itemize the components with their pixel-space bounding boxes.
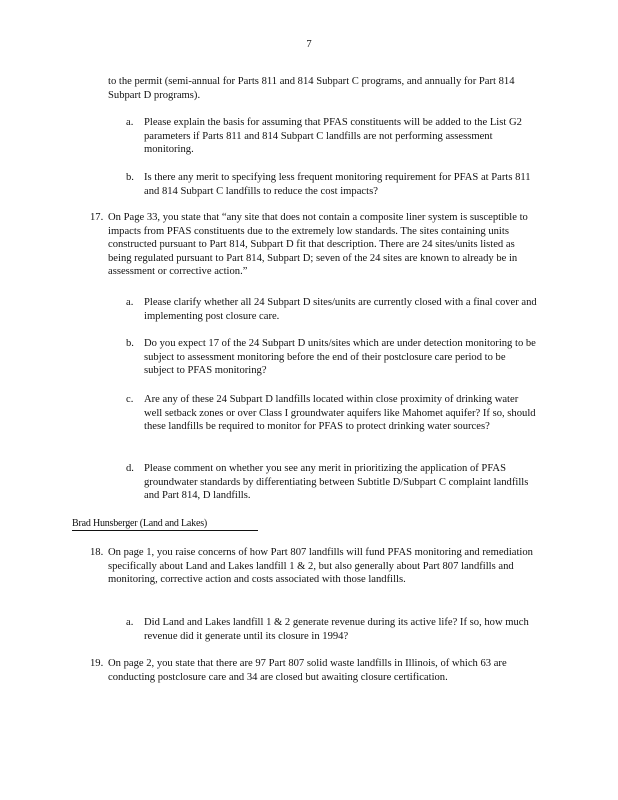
question-17 bbox=[90, 211, 538, 279]
list-item-text: Please clarify whether all 24 Subpart D sites/units are currently closed with a final cover and implementing post closure care. bbox=[144, 297, 537, 322]
question-text: On page 2, you state that there are 97 Part 807 solid waste landfills in Illinois, of which 63 are conducting postclosure care and 34 are closed but awaiting closure certification. bbox=[108, 658, 507, 683]
list-item-label: c. bbox=[126, 394, 134, 405]
list-item-18a bbox=[126, 616, 538, 643]
list-item-17b bbox=[126, 337, 538, 378]
page-number: 7 bbox=[306, 39, 312, 50]
list-item-label: a. bbox=[126, 117, 134, 128]
list-item-label: a. bbox=[126, 297, 134, 308]
intro-continuation: to the permit (semi-annual for Parts 811 and 814 Subpart C programs, and annually for Part 814 Subpart D programs). bbox=[108, 76, 515, 101]
question-text: On page 1, you raise concerns of how Part 807 landfills will fund PFAS monitoring and remediation specifically about Land and Lakes landfill 1 & 2, but also generally about Part 807 landfills and monitoring, corrective action and costs associated with those landfills. bbox=[108, 547, 533, 586]
list-item-16a bbox=[126, 116, 538, 157]
list-item-17c bbox=[126, 393, 538, 434]
question-18 bbox=[90, 546, 538, 587]
question-number: 17. bbox=[90, 212, 104, 223]
list-item-17a bbox=[126, 296, 538, 323]
list-item-text: Is there any merit to specifying less frequent monitoring requirement for PFAS at Parts 811 and 814 Subpart C landfills to reduce the cost impacts? bbox=[144, 172, 531, 197]
section-header: Brad Hunsberger (Land and Lakes) bbox=[72, 518, 258, 531]
list-item-label: b. bbox=[126, 338, 134, 349]
list-item-text: Please explain the basis for assuming that PFAS constituents will be added to the List G2 parameters if Parts 811 and 814 Subpart C landfills are not performing assessment monitoring. bbox=[144, 117, 522, 156]
list-item-label: d. bbox=[126, 463, 134, 474]
question-19 bbox=[90, 657, 538, 684]
list-item-17d bbox=[126, 462, 538, 503]
question-number: 18. bbox=[90, 547, 104, 558]
list-item-text: Do you expect 17 of the 24 Subpart D units/sites which are under detection monitoring to be subject to assessment monitoring before the end of their postclosure care period to be subject to PFAS monitoring? bbox=[144, 338, 536, 377]
list-item-text: Did Land and Lakes landfill 1 & 2 generate revenue during its active life? If so, how much revenue did it generate until its closure in 1994? bbox=[144, 617, 529, 642]
list-item-label: b. bbox=[126, 172, 134, 183]
question-text: On Page 33, you state that “any site that does not contain a composite liner system is susceptible to impacts from PFAS constituents due to the extremely low standards. The sites containing units constructed pursuant to Part 814, Subpart D fit that description. There are 24 sites/units listed as being regulated pursuant to Part 814, Subpart D; seven of the 24 sites are known to already be in assessment or corrective action.” bbox=[108, 212, 528, 278]
question-number: 19. bbox=[90, 658, 104, 669]
list-item-label: a. bbox=[126, 617, 134, 628]
list-item-16b bbox=[126, 171, 538, 198]
list-item-text: Please comment on whether you see any merit in prioritizing the application of PFAS groundwater standards by differentiating between Subtitle D/Subpart C complaint landfills and Part 814, D landfills. bbox=[144, 463, 529, 502]
list-item-text: Are any of these 24 Subpart D landfills located within close proximity of drinking water well setback zones or over Class I groundwater aquifers like Mahomet aquifer? If so, should these landfills be required to monitor for PFAS to protect drinking water sources? bbox=[144, 394, 536, 433]
